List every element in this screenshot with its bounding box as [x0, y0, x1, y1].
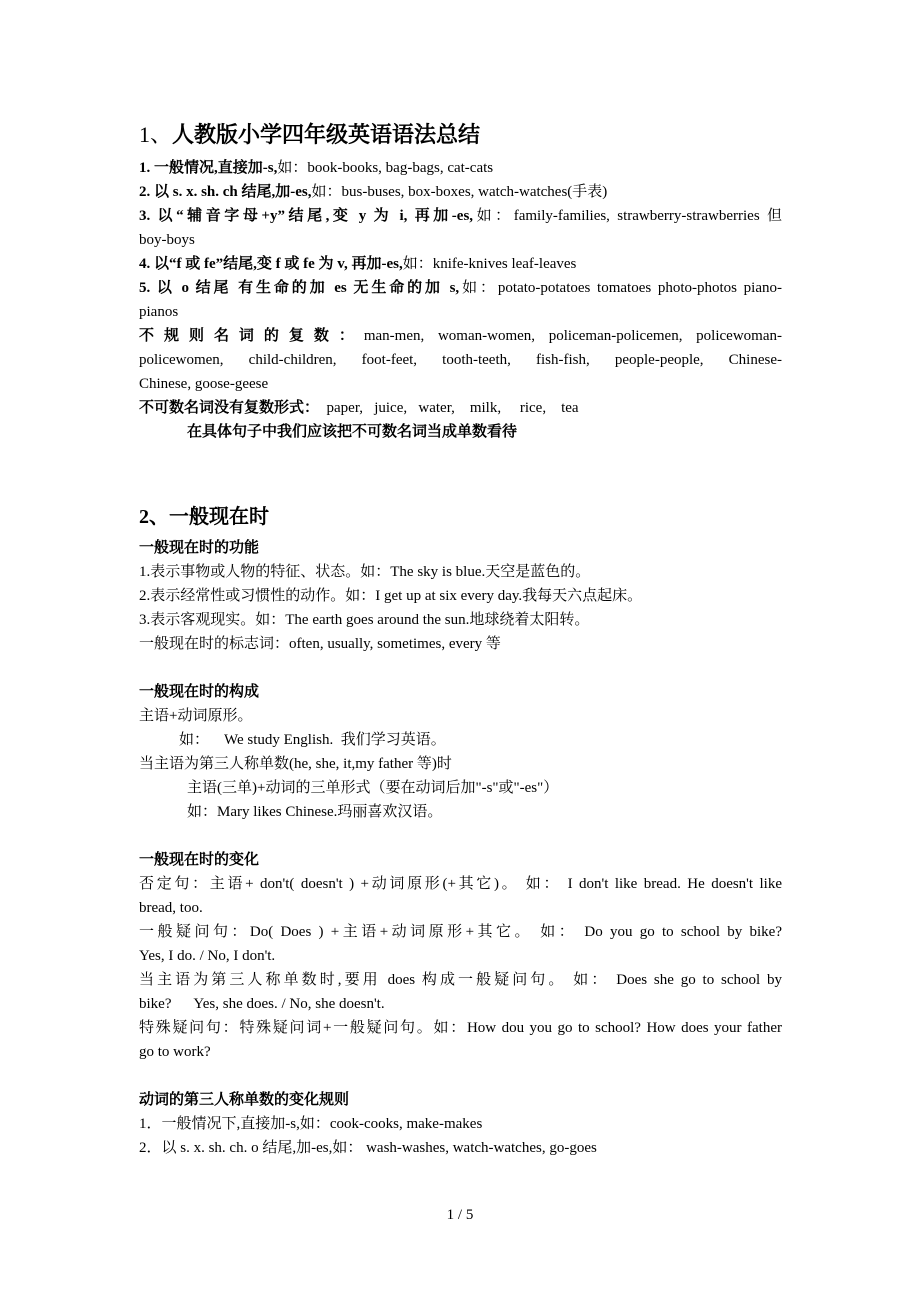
function-line-1: 1.表示事物或人物的特征、状态。如：The sky is blue.天空是蓝色的。: [139, 564, 591, 580]
question-line-1: 一般疑问句：Do( Does ) +主语+动词原形+其它。 如： Do you go to school by bike?: [139, 924, 782, 940]
function-heading: 一般现在时的功能: [139, 540, 260, 556]
plural-rule-1: 1. 一般情况,直接加-s,如：book-books, bag-bags, cat-cats: [139, 160, 494, 176]
irregular-plurals: 不规则名词的复数：man-men, woman-women, policeman-policemen, policewoman-: [139, 328, 782, 344]
plural-rule-3-cont: boy-boys: [139, 232, 195, 248]
negative-line-2: bread, too.: [139, 900, 203, 916]
structure-example-1: 如： We study English. 我们学习英语。: [179, 732, 446, 748]
function-line-2: 2.表示经常性或习惯性的动作。如：I get up at six every day.我每天六点起床。: [139, 588, 643, 604]
third-person-heading: 动词的第三人称单数的变化规则: [139, 1092, 350, 1108]
plural-rule-5: 5. 以 o 结尾 有生命的加 es 无生命的加 s,如：potato-potatoes tomatoes photo-photos piano-: [139, 280, 782, 296]
plural-rule-5-cont: pianos: [139, 304, 179, 320]
uncountable-nouns: 不可数名词没有复数形式： paper, juice, water, milk, rice, tea: [139, 400, 579, 416]
structure-example-2: 如：Mary likes Chinese.玛丽喜欢汉语。: [187, 804, 443, 820]
structure-line-1: 主语+动词原形。: [139, 708, 253, 724]
function-line-3: 3.表示客观现实。如：The earth goes around the sun.地球绕着太阳转。: [139, 612, 590, 628]
plural-rule-4: 4. 以“f 或 fe”结尾,变 f 或 fe 为 v, 再加-es,如：knife-knives leaf-leaves: [139, 256, 577, 272]
irregular-plurals-line2: policewomen, child-children, foot-feet, tooth-teeth, fish-fish, people-people, Chinese-: [139, 352, 782, 368]
question-line-4: bike? Yes, she does. / No, she doesn't.: [139, 996, 385, 1012]
section1-number: 1、: [139, 122, 173, 147]
section2-title: 2、一般现在时: [139, 506, 269, 528]
third-person-rule-2: 2．以 s. x. sh. ch. o 结尾,加-es,如： wash-washes, watch-watches, go-goes: [139, 1140, 597, 1156]
question-line-2: Yes, I do. / No, I don't.: [139, 948, 276, 964]
structure-heading: 一般现在时的构成: [139, 684, 260, 700]
third-person-rule-1: 1．一般情况下,直接加-s,如：cook-cooks, make-makes: [139, 1116, 483, 1132]
negative-line-1: 否定句：主语+ don't( doesn't ) +动词原形(+其它)。 如： I don't like bread. He doesn't like: [139, 876, 782, 892]
special-question-line-2: go to work?: [139, 1044, 211, 1060]
question-line-3: 当主语为第三人称单数时,要用 does 构成一般疑问句。 如： Does she go to school by: [139, 972, 782, 988]
section1-title-text: 人教版小学四年级英语语法总结: [172, 122, 481, 147]
plural-rule-2: 2. 以 s. x. sh. ch 结尾,加-es,如：bus-buses, box-boxes, watch-watches(手表): [139, 184, 608, 200]
signal-words: 一般现在时的标志词：often, usually, sometimes, every 等: [139, 636, 501, 652]
structure-line-3: 当主语为第三人称单数(he, she, it,my father 等)时: [139, 756, 452, 772]
section1-title: [139, 118, 782, 152]
plural-rule-3: 3. 以“辅音字母+y”结尾,变 y 为 i, 再加-es,如：family-families, strawberry-strawberries 但: [139, 208, 782, 224]
structure-line-4: 主语(三单)+动词的三单形式（要在动词后加"-s"或"-es"）: [187, 780, 559, 796]
document-page: [139, 118, 782, 1160]
irregular-plurals-line3: Chinese, goose-geese: [139, 376, 269, 392]
uncountable-note: 在具体句子中我们应该把不可数名词当成单数看待: [187, 424, 518, 440]
page-number: 1 / 5: [446, 1207, 474, 1223]
special-question-line-1: 特殊疑问句：特殊疑问词+一般疑问句。如：How dou you go to school? How does your father: [139, 1020, 782, 1036]
changes-heading: 一般现在时的变化: [139, 852, 260, 868]
